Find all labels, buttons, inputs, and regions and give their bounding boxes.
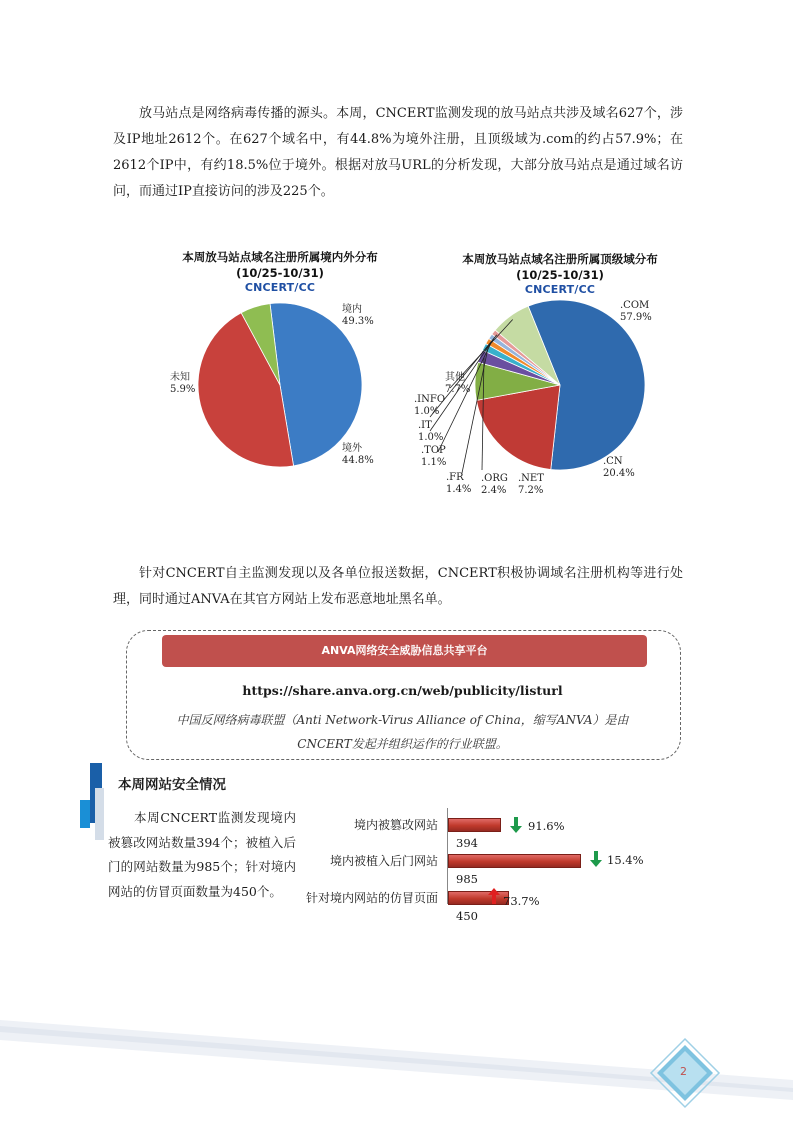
pie2-title-block (430, 251, 690, 283)
section-decor-bar-2 (80, 800, 90, 828)
pie1-label-weizhi: 未知 5.9% (170, 372, 196, 395)
bar-backdoor (448, 854, 581, 868)
mid-paragraph: 针对CNCERT自主监测发现以及各单位报送数据，CNCERT积极协调域名注册机构等进行处理，同时通过ANVA在其官方网站上发布恶意地址黑名单。 (113, 566, 683, 607)
pie2-label-info: .INFO 1.0% (414, 394, 446, 417)
page-number: 2 (680, 1065, 687, 1078)
bar-label-phishing: 针对境内网站的仿冒页面 (305, 891, 438, 905)
pie2-subtitle: (10/25-10/31) (516, 268, 604, 282)
change-arrow-tampered (509, 816, 523, 834)
pie1-chart (195, 300, 365, 470)
section-paragraph: 本周CNCERT监测发现境内被篡改网站数量394个；被植入后门的网站数量为985个；针对境内网站的仿冒页面数量为450个。 (108, 810, 296, 899)
down-arrow-icon-0 (510, 817, 522, 833)
pie2-label-org: .ORG 2.4% (481, 473, 508, 496)
pie2-title: 本周放马站点域名注册所属顶级域分布 (462, 252, 658, 266)
bar-tampered (448, 818, 501, 832)
bar-value-phishing: 450 (456, 909, 478, 923)
section-decor-bar-3 (95, 788, 104, 840)
pie1-title-block (150, 249, 410, 281)
pie2-label-net: .NET 7.2% (518, 473, 544, 496)
change-arrow-phishing (487, 887, 501, 905)
cncert-logo: CNCERT/CC (244, 281, 316, 294)
pie1-label-jingwai: 境外 44.8% (342, 443, 374, 466)
pie2-label-cn: .CN 20.4% (603, 456, 635, 479)
anva-note: 中国反网络病毒联盟（Anti Network-Virus Alliance of China，缩写ANVA）是由 CNCERT发起并组织运作的行业联盟。 (176, 713, 629, 751)
bar-value-backdoor: 985 (456, 872, 478, 886)
bar-change-phishing: 73.7% (503, 894, 540, 908)
pie2-label-com: .COM 57.9% (620, 300, 652, 323)
anva-url-link[interactable]: https://share.anva.org.cn/web/publicity/listurl (242, 683, 563, 698)
bar-change-backdoor: 15.4% (607, 853, 644, 867)
anva-platform-banner: ANVA网络安全威胁信息共享平台 (162, 635, 647, 667)
pie1-title: 本周放马站点域名注册所属境内外分布 (182, 250, 378, 264)
down-arrow-icon-1 (590, 851, 602, 867)
cncert-logo-2: CNCERT/CC (524, 283, 596, 296)
section-title: 本周网站安全情况 (118, 777, 226, 793)
pie2-label-it: .IT 1.0% (418, 420, 444, 443)
bar-label-backdoor: 境内被植入后门网站 (329, 854, 438, 868)
pie1-label-jingnei: 境内 49.3% (342, 304, 374, 327)
bar-value-tampered: 394 (456, 836, 478, 850)
pie1-subtitle: (10/25-10/31) (236, 266, 324, 280)
bar-change-tampered: 91.6% (528, 819, 565, 833)
intro-paragraph: 放马站点是网络病毒传播的源头。本周，CNCERT监测发现的放马站点共涉及域名627个，涉及IP地址2612个。在627个域名中，有44.8%为境外注册，且顶级域为.com的约占57.9%；在2612个IP中，有约18.5%位于境外。根据对放马URL的分析发现，大部分放马站点是通过域名访问，而通过IP直接访问的涉及225个。 (113, 106, 683, 199)
pie2-label-fr: .FR 1.4% (446, 472, 472, 495)
up-arrow-icon-2 (488, 888, 500, 904)
bar-label-tampered: 境内被篡改网站 (353, 818, 438, 832)
pie2-label-other: 其他 7.7% (445, 372, 471, 395)
pie2-label-top: .TOP 1.1% (421, 445, 447, 468)
change-arrow-backdoor (589, 850, 603, 868)
